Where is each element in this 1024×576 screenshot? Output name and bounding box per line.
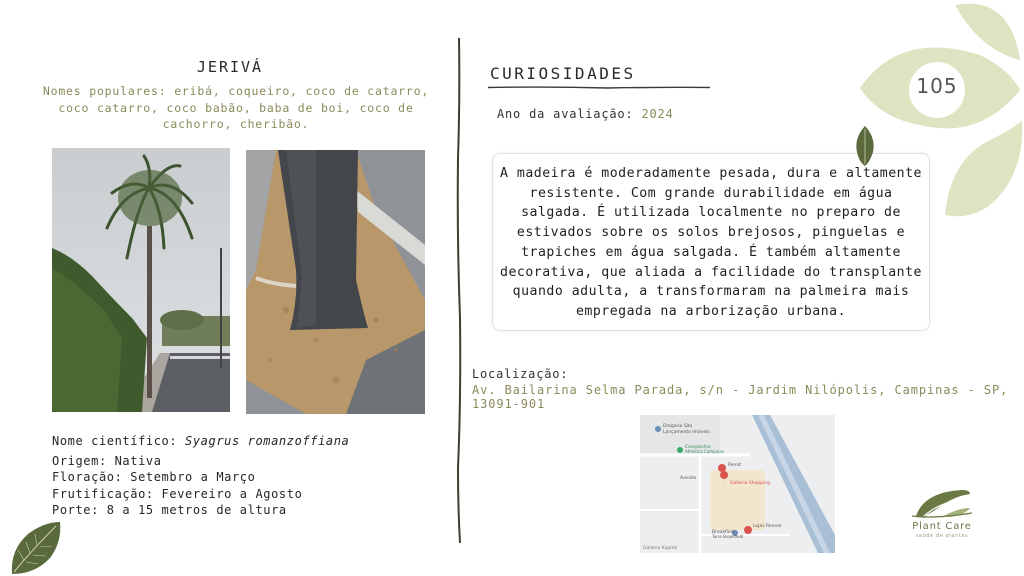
location-label: Localização:	[472, 367, 569, 381]
scientific-name-label: Nome científico:	[52, 434, 178, 448]
fruiting: Frutificação: Fevereiro a Agosto	[52, 487, 303, 501]
map-pin-icon	[718, 464, 726, 472]
logo-subtitle: saúde de plantas	[915, 533, 969, 539]
scientific-name	[52, 434, 349, 448]
popular-names-value: eribá, coqueiro, coco de catarro, coco catarro, coco babão, baba de boi, coco de cachorro, cheribão.	[58, 84, 430, 131]
leaves-decoration	[860, 0, 1024, 225]
title-underline	[488, 86, 710, 89]
palm-tree-photo	[52, 148, 230, 412]
map-label: Torre Brookfield	[712, 534, 744, 539]
flowering: Floração: Setembro a Março	[52, 470, 256, 484]
popular-names	[36, 83, 436, 133]
column-divider	[455, 38, 463, 543]
map-label: Drogaria São	[663, 424, 693, 429]
map-label: Lançamento imóveis	[663, 430, 710, 435]
leaf-icon	[10, 520, 62, 576]
location-address: Av. Bailarina Selma Parada, s/n - Jardim Nilópolis, Campinas - SP, 13091-901	[472, 383, 1009, 411]
palm-trunk-photo	[246, 150, 425, 414]
popular-names-label: Nomes populares:	[42, 84, 167, 98]
evaluation-year-value: 2024	[641, 107, 674, 121]
map-pin-icon	[744, 526, 752, 534]
map-label: Galleria Kapital	[643, 546, 678, 551]
evaluation-year-label: Ano da avaliação:	[497, 107, 634, 121]
curiosities-title: CURIOSIDADES	[490, 64, 636, 83]
evaluation-year	[497, 107, 674, 121]
map-label: Brookfield	[712, 530, 735, 535]
map-label: Avenida	[680, 475, 696, 480]
leaf-icon	[854, 126, 876, 166]
map-label: Pernit	[728, 463, 741, 468]
curiosities-text: A madeira é moderadamente pesada, dura e altamente resistente. Com grande durabilidade em água salgada. É utilizada localmente no preparo de estivados sobre os solos brejosos, pinguelas e trapiches em água salgada. É também altamente decorativa, que aliada a facilidade do transplante quando adulta, a transformaram na palmeira mais empregada na arborização urbana.	[500, 166, 922, 319]
page-number: 105	[916, 74, 958, 98]
map-label: Athletica Campinas	[685, 449, 724, 454]
scientific-name-value: Syagrus romanzoffiana	[185, 434, 350, 448]
map-label: Companhia	[685, 445, 711, 450]
size: Porte: 8 a 15 metros de altura	[52, 503, 287, 517]
logo-name: Plant Care	[912, 521, 972, 532]
origin: Origem: Nativa	[52, 454, 162, 468]
map-label: Galleria Shopping	[730, 481, 770, 486]
map-label: Lojas Renner	[753, 524, 782, 529]
location-map	[640, 415, 835, 553]
species-title: JERIVÁ	[196, 58, 264, 76]
